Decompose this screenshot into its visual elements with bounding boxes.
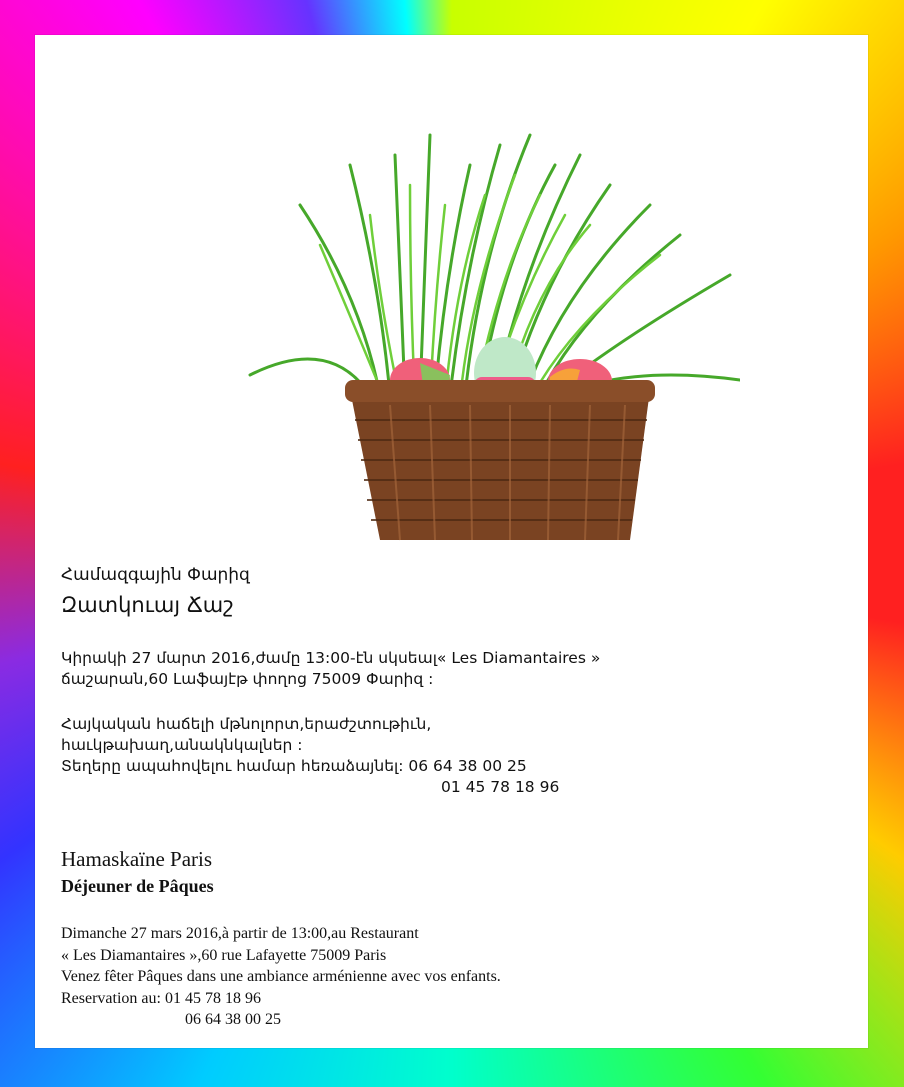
french-line-2: « Les Diamantaires »,60 rue Lafayette 75009 Paris <box>61 946 387 964</box>
french-title: Déjeuner de Pâques <box>61 876 214 896</box>
armenian-organization: Համազգային Փարիզ <box>61 565 250 585</box>
flyer-page <box>35 35 868 1048</box>
armenian-event-line-2: ճաշարան,60 Լաֆայէթ փողոց 75009 Փարիզ : <box>61 670 434 688</box>
french-line-3: Venez fêter Pâques dans une ambiance arménienne avec vos enfants. <box>61 968 501 985</box>
armenian-event-line-1: Կիրակի 27 մարտ 2016,ժամը 13:00-էն սկսեալ« Les Diamantaires » <box>61 649 601 667</box>
armenian-title: Զատկուայ Ճաշ <box>61 593 234 617</box>
armenian-event-paragraph <box>61 648 600 690</box>
armenian-reservation-phone-2: 01 45 78 18 96 <box>441 778 560 796</box>
armenian-reservation-line: Տեղերը ապահովելու համար հեռաձայնել: 06 64 38 00 25 <box>61 757 527 775</box>
easter-basket-icon <box>230 95 740 545</box>
french-line-1: Dimanche 27 mars 2016,à partir de 13:00,au Restaurant <box>61 925 419 942</box>
french-organization: Hamaskaïne Paris <box>61 847 213 871</box>
basket <box>345 380 655 540</box>
french-reservation-phone-2: 06 64 38 00 25 <box>185 1011 281 1028</box>
french-reservation-line: Reservation au: 01 45 78 18 96 <box>61 989 261 1007</box>
armenian-program-line-1: Հայկական հաճելի մթնոլորտ,երաժշտութիւն, <box>61 715 432 733</box>
armenian-program-line-2: հաւկթախաղ,անակնկալներ : <box>61 736 303 754</box>
armenian-program-paragraph <box>61 714 559 798</box>
french-event-paragraph <box>61 923 501 1031</box>
